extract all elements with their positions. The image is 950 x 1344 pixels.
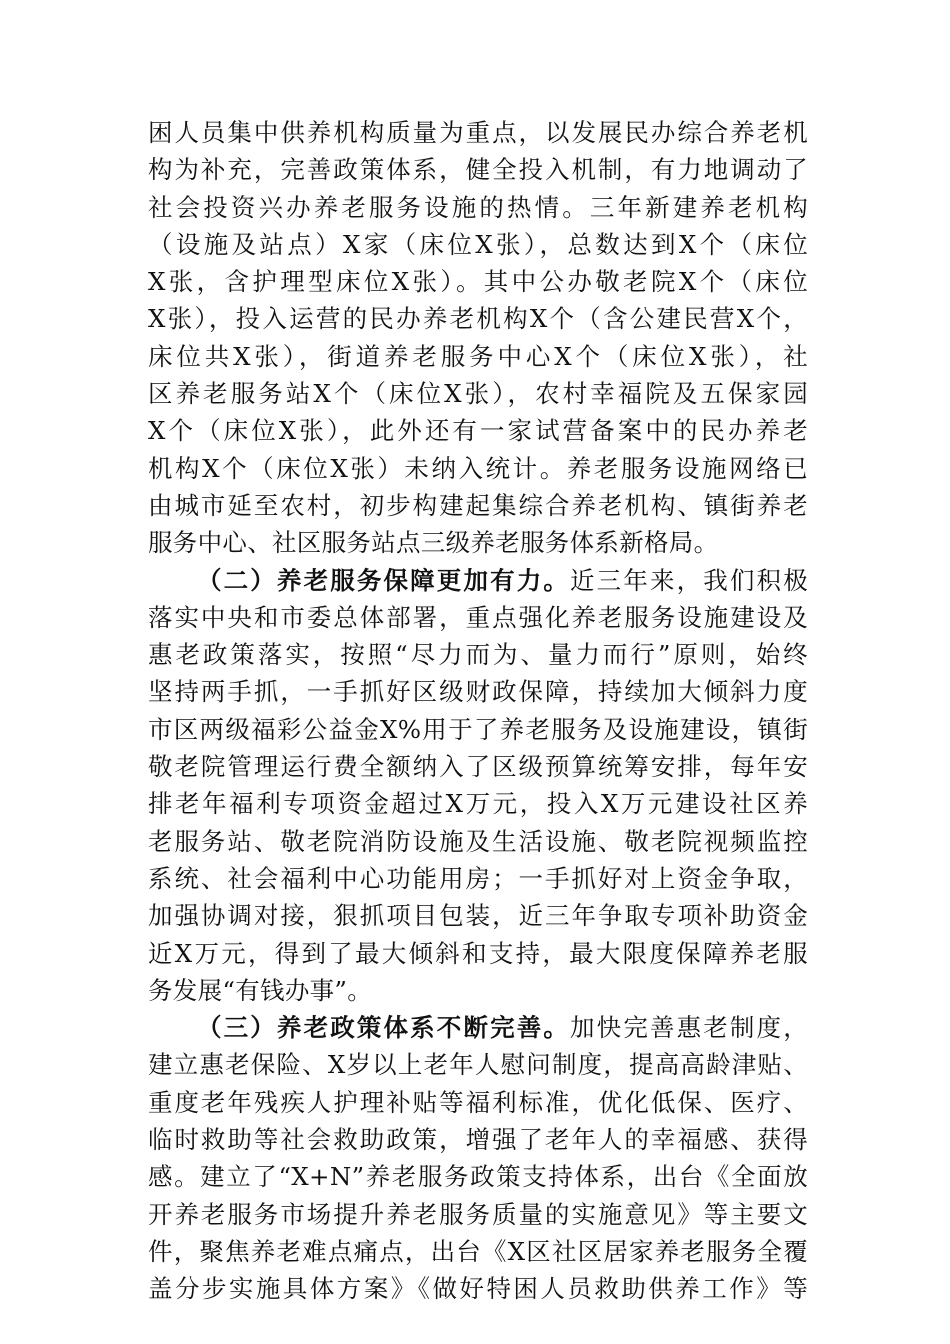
- line-text: 区养老服务站X个（床位X张），农村幸福院及五保家园: [148, 379, 808, 409]
- section-heading: （三）养老政策体系不断完善。: [197, 1013, 571, 1043]
- line-text: 加快完善惠老制度，: [570, 1013, 808, 1043]
- line-text: 敬老院管理运行费全额纳入了区级预算统筹安排，每年安: [148, 752, 808, 782]
- line-text: 重度老年残疾人护理补贴等福利标准，优化低保、医疗、: [148, 1087, 808, 1117]
- text-line: [148, 1196, 808, 1233]
- line-text: 感。建立了“X+N”养老服务政策支持体系，出台《全面放: [148, 1162, 808, 1192]
- text-line: [148, 860, 808, 897]
- text-line: [148, 114, 808, 151]
- text-line: [148, 1046, 808, 1083]
- text-line: [148, 1158, 808, 1195]
- text-line: [148, 1009, 808, 1046]
- text-line: [148, 748, 808, 785]
- text-line: [148, 711, 808, 748]
- line-text: 惠老政策落实，按照“尽力而为、量力而行”原则，始终: [148, 640, 808, 670]
- line-text: （设施及站点）X家（床位X张），总数达到X个（床位: [148, 229, 808, 259]
- section-heading: （二）养老服务保障更加有力。: [197, 565, 571, 595]
- text-line: [148, 412, 808, 449]
- text-line: [148, 1084, 808, 1121]
- line-text: 近三年来，我们积极: [570, 565, 808, 595]
- text-line: [148, 823, 808, 860]
- text-line: [148, 263, 808, 300]
- line-text: 件，聚焦养老难点痛点，出台《X区社区居家养老服务全覆: [148, 1236, 808, 1266]
- line-text: X张，含护理型床位X张）。其中公办敬老院X个（床位: [148, 267, 808, 297]
- text-line: [148, 375, 808, 412]
- line-text: 务发展“有钱办事”。: [148, 975, 373, 1005]
- line-text: 老服务站、敬老院消防设施及生活设施、敬老院视频监控: [148, 826, 808, 856]
- text-line: [148, 972, 808, 1009]
- line-text: 床位共X张），街道养老服务中心X个（床位X张），社: [148, 341, 808, 371]
- line-text: 市区两级福彩公益金X%用于了养老服务及设施建设，镇街: [148, 714, 808, 744]
- text-line: [148, 338, 808, 375]
- text-line: [148, 935, 808, 972]
- text-line: [148, 897, 808, 934]
- text-line: [148, 524, 808, 561]
- text-line: [148, 636, 808, 673]
- text-line: [148, 1121, 808, 1158]
- text-line: [148, 450, 808, 487]
- line-text: 机构X个（床位X张）未纳入统计。养老服务设施网络已: [148, 453, 808, 483]
- line-text: X个（床位X张），此外还有一家试营备案中的民办养老: [148, 416, 808, 446]
- text-line: [148, 1233, 808, 1270]
- text-line: [148, 599, 808, 636]
- line-text: 落实中央和市委总体部署，重点强化养老服务设施建设及: [148, 602, 808, 632]
- line-text: 加强协调对接，狠抓项目包装，近三年争取专项补助资金: [148, 901, 808, 931]
- text-line: [148, 673, 808, 710]
- line-text: 坚持两手抓，一手抓好区级财政保障，持续加大倾斜力度: [148, 677, 808, 707]
- text-line: [148, 189, 808, 226]
- text-line: [148, 1270, 808, 1307]
- text-line: [148, 151, 808, 188]
- text-line: [148, 226, 808, 263]
- line-text: 近X万元，得到了最大倾斜和支持，最大限度保障养老服: [148, 938, 808, 968]
- line-text: 盖分步实施具体方案》《做好特困人员救助供养工作》等: [148, 1274, 808, 1304]
- text-line: [148, 785, 808, 822]
- document-body: [148, 114, 808, 1308]
- text-line: [148, 487, 808, 524]
- text-line: [148, 562, 808, 599]
- line-text: 困人员集中供养机构质量为重点，以发展民办综合养老机: [148, 118, 808, 147]
- line-text: 临时救助等社会救助政策，增强了老年人的幸福感、获得: [148, 1125, 808, 1155]
- line-text: 开养老服务市场提升养老服务质量的实施意见》等主要文: [148, 1199, 808, 1229]
- line-text: 排老年福利专项资金超过X万元，投入X万元建设社区养: [148, 789, 808, 819]
- text-line: [148, 300, 808, 337]
- line-text: 服务中心、社区服务站点三级养老服务体系新格局。: [148, 528, 719, 558]
- line-text: 社会投资兴办养老服务设施的热情。三年新建养老机构: [148, 192, 808, 222]
- line-text: 构为补充，完善政策体系，健全投入机制，有力地调动了: [148, 155, 808, 185]
- line-text: 建立惠老保险、X岁以上老年人慰问制度，提高高龄津贴、: [148, 1050, 808, 1080]
- line-text: 系统、社会福利中心功能用房；一手抓好对上资金争取，: [148, 863, 808, 893]
- line-text: 由城市延至农村，初步构建起集综合养老机构、镇街养老: [148, 490, 808, 520]
- line-text: X张），投入运营的民办养老机构X个（含公建民营X个，: [148, 304, 808, 334]
